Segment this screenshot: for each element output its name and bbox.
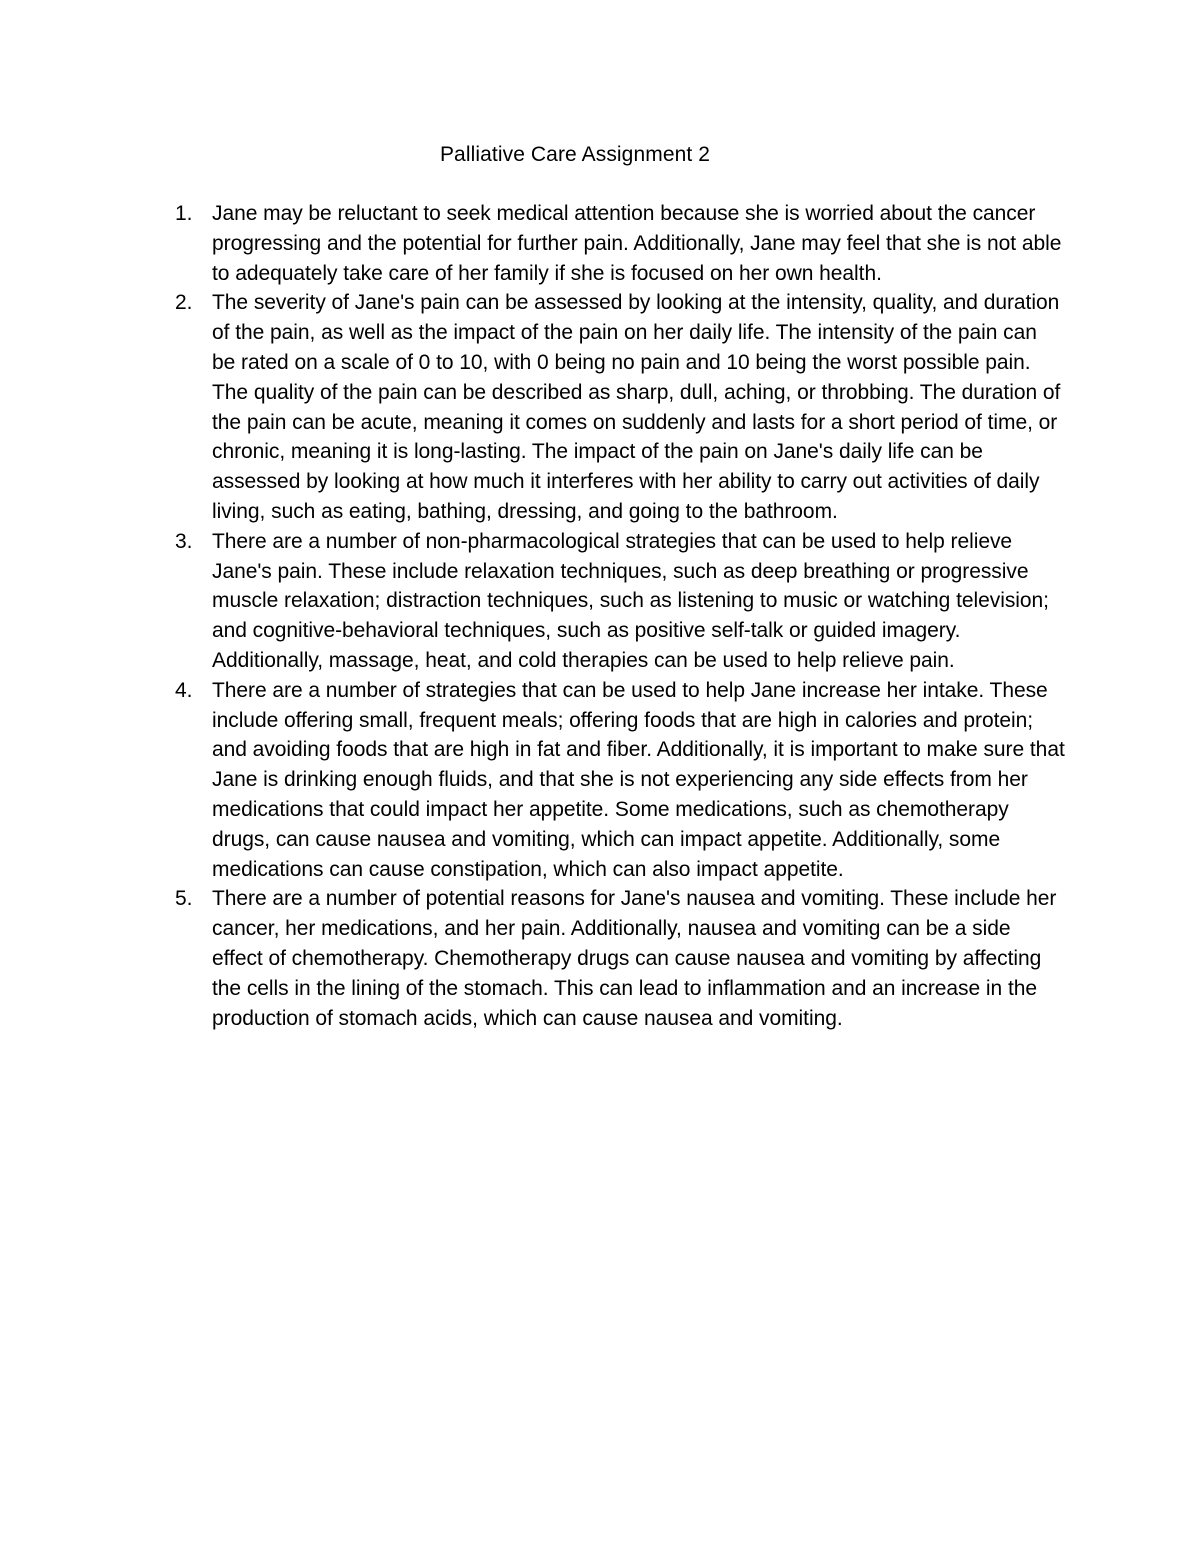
document-title: Palliative Care Assignment 2 (439, 143, 711, 166)
answer-item-2 (170, 288, 1065, 526)
answer-list (170, 199, 1065, 1033)
answer-number: 1. (175, 202, 193, 225)
answer-number: 4. (175, 678, 193, 702)
answer-number: 2. (175, 291, 193, 315)
answer-item-1 (170, 199, 1065, 288)
answer-text: Jane may be reluctant to seek medical attention because she is worried about the cancer progressing and the potential for further pain. Additionally, Jane may feel that she is not able to adequately take care of her family if she is focused on her own health. (212, 202, 1062, 285)
answer-number: 3. (175, 529, 193, 553)
answer-item-4 (170, 676, 1065, 885)
answer-item-5 (170, 884, 1065, 1033)
answer-item-3 (170, 527, 1065, 676)
answer-text: There are a number of non-pharmacological strategies that can be used to help relieve Jane's pain. These include relaxation techniques, such as deep breathing or progressive muscle relaxation; distraction techniques, such as listening to music or watching television; and cognitive-behavioral techniques, such as positive self-talk or guided imagery. Additionally, massage, heat, and cold therapies can be used to help relieve pain. (212, 529, 1049, 672)
answer-number: 5. (175, 887, 193, 911)
answer-text: The severity of Jane's pain can be assessed by looking at the intensity, quality, and duration of the pain, as well as the impact of the pain on her daily life. The intensity of the pain can be rated on a scale of 0 to 10, with 0 being no pain and 10 being the worst possible pain. The quality of the pain can be described as sharp, dull, aching, or throbbing. The duration of the pain can be acute, meaning it comes on suddenly and lasts for a short period of time, or chronic, meaning it is long-lasting. The impact of the pain on Jane's daily life can be assessed by looking at how much it interferes with her ability to carry out activities of daily living, such as eating, bathing, dressing, and going to the bathroom. (212, 291, 1061, 523)
answer-text: There are a number of potential reasons for Jane's nausea and vomiting. These include her cancer, her medications, and her pain. Additionally, nausea and vomiting can be a side effect of chemotherapy. Chemotherapy drugs can cause nausea and vomiting by affecting the cells in the lining of the stomach. This can lead to inflammation and an increase in the production of stomach acids, which can cause nausea and vomiting. (212, 887, 1057, 1030)
answer-text: There are a number of strategies that can be used to help Jane increase her intake. These include offering small, frequent meals; offering foods that are high in calories and protein; and avoiding foods that are high in fat and fiber. Additionally, it is important to make sure that Jane is drinking enough fluids, and that she is not experiencing any side effects from her medications that could impact her appetite. Some medications, such as chemotherapy drugs, can cause nausea and vomiting, which can impact appetite. Additionally, some medications can cause constipation, which can also impact appetite. (212, 678, 1065, 881)
